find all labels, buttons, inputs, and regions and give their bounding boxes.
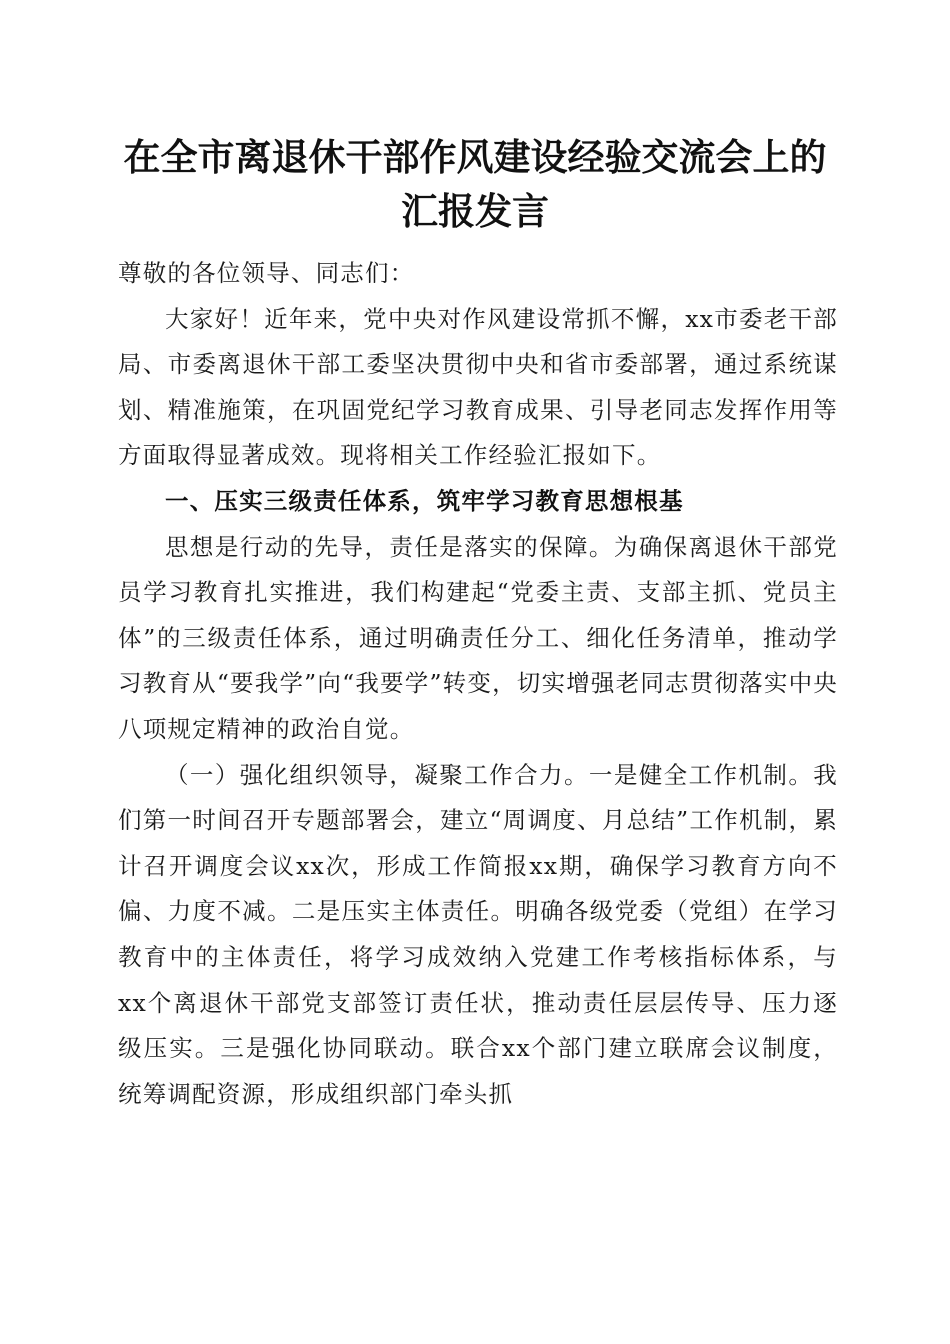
intro-paragraph: 大家好！近年来，党中央对作风建设常抓不懈，xx市委老干部局、市委离退休干部工委坚决贯彻中央和省市委部署，通过系统谋划、精准施策，在巩固党纪学习教育成果、引导老同志发挥作用等方面取得显著成效。现将相关工作经验汇报如下。: [118, 304, 838, 470]
section-heading: 一、压实三级责任体系，筑牢学习教育思想根基: [165, 486, 684, 515]
document-body: [118, 251, 838, 1117]
salutation: 尊敬的各位领导、同志们：: [118, 259, 415, 287]
subsection-paragraph: （一）强化组织领导，凝聚工作合力。一是健全工作机制。我们第一时间召开专题部署会，建立“周调度、月总结”工作机制，累计召开调度会议xx次，形成工作简报xx期，确保学习教育方向不偏、力度不减。二是压实主体责任。明确各级党委（党组）在学习教育中的主体责任，将学习成效纳入党建工作考核指标体系，与xx个离退休干部党支部签订责任状，推动责任层层传导、压力逐级压实。三是强化协同联动。联合xx个部门建立联席会议制度，统筹调配资源，形成组织部门牵头抓: [118, 760, 838, 1108]
section-intro-paragraph: 思想是行动的先导，责任是落实的保障。为确保离退休干部党员学习教育扎实推进，我们构建起“党委主责、支部主抓、党员主体”的三级责任体系，通过明确责任分工、细化任务清单，推动学习教育从“要我学”向“我要学”转变，切实增强老同志贯彻落实中央八项规定精神的政治自觉。: [118, 532, 838, 743]
document-title: 在全市离退休干部作风建设经验交流会上的汇报发言: [123, 135, 827, 233]
